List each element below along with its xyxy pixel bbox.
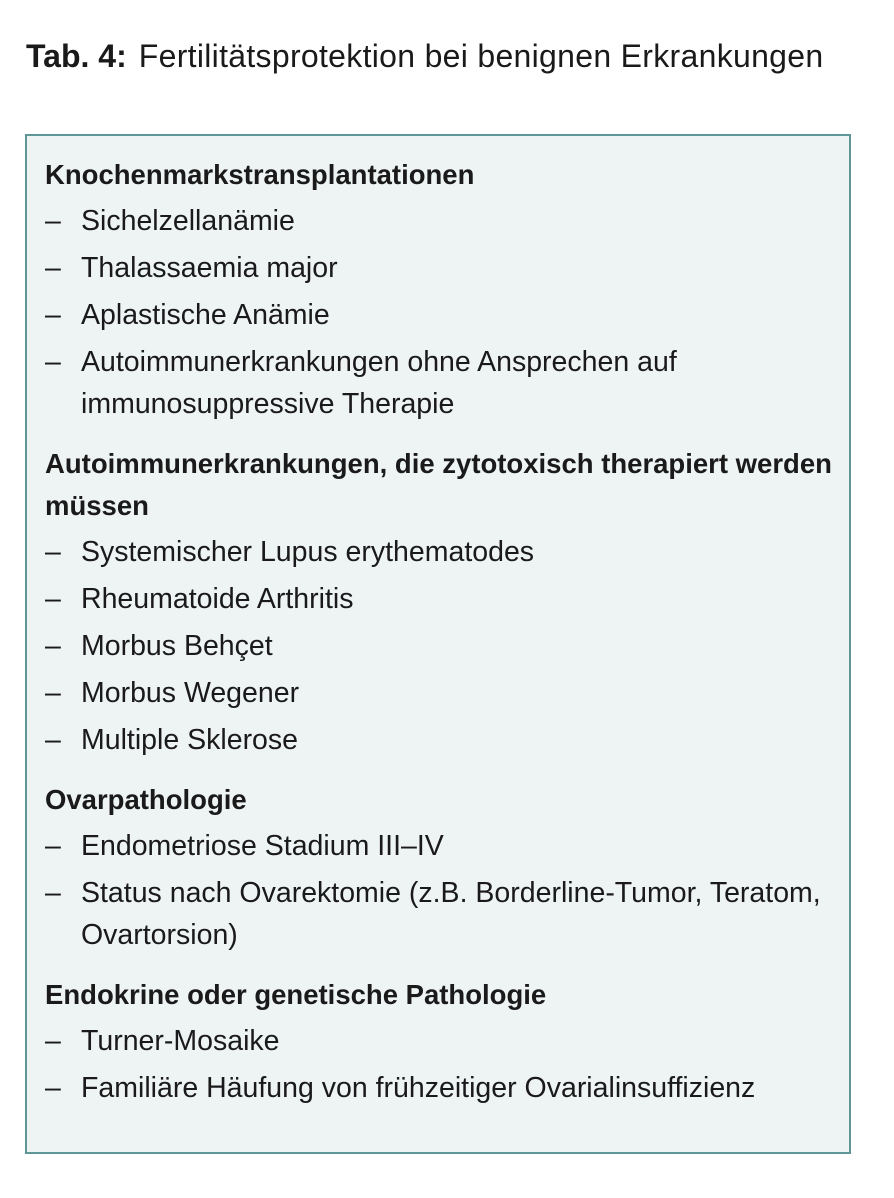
section-heading: Autoimmunerkrankungen, die zytotoxisch therapiert werden müssen bbox=[45, 448, 832, 521]
list-item-text: Thalassaemia major bbox=[81, 252, 338, 284]
list-item-text: Status nach Ovarektomie (z.B. Borderline-Tumor, Teratom, Ovartorsion) bbox=[81, 877, 821, 951]
section-ovarpathologie bbox=[45, 779, 833, 956]
list-item-text: Sichelzellanämie bbox=[81, 205, 295, 237]
list-item bbox=[45, 625, 833, 667]
table-box bbox=[25, 134, 851, 1154]
section-list bbox=[45, 825, 833, 956]
section-heading: Knochenmarkstransplantationen bbox=[45, 159, 475, 190]
list-item bbox=[45, 200, 833, 242]
section-list bbox=[45, 200, 833, 425]
list-item-text: Autoimmunerkrankungen ohne Ansprechen auf immunosuppressive Therapie bbox=[81, 346, 677, 420]
list-item-text: Systemischer Lupus erythematodes bbox=[81, 536, 535, 568]
list-item-text: Familiäre Häufung von frühzeitiger Ovarialinsuffizienz bbox=[81, 1072, 756, 1104]
dash-bullet: – bbox=[45, 677, 61, 709]
dash-bullet: – bbox=[45, 536, 61, 568]
table-caption-label: Tab. 4: bbox=[26, 38, 127, 74]
dash-bullet: – bbox=[45, 724, 61, 756]
section-knochenmarkstransplantationen bbox=[45, 154, 833, 425]
list-item-text: Morbus Behçet bbox=[81, 630, 273, 662]
section-list bbox=[45, 1020, 833, 1109]
list-item-text: Morbus Wegener bbox=[81, 677, 300, 709]
dash-bullet: – bbox=[45, 630, 61, 662]
list-item-text: Aplastische Anämie bbox=[81, 299, 330, 331]
list-item-text: Turner-Mosaike bbox=[81, 1025, 280, 1057]
dash-bullet: – bbox=[45, 583, 61, 615]
dash-bullet: – bbox=[45, 830, 61, 862]
list-item-text: Rheumatoide Arthritis bbox=[81, 583, 354, 615]
list-item bbox=[45, 1020, 833, 1062]
list-item bbox=[45, 672, 833, 714]
dash-bullet: – bbox=[45, 346, 61, 378]
list-item bbox=[45, 578, 833, 620]
dash-bullet: – bbox=[45, 299, 61, 331]
list-item bbox=[45, 247, 833, 289]
list-item bbox=[45, 531, 833, 573]
list-item bbox=[45, 719, 833, 761]
section-autoimmunerkrankungen bbox=[45, 443, 833, 761]
dash-bullet: – bbox=[45, 252, 61, 284]
table-caption-title: Fertilitätsprotektion bei benignen Erkrankungen bbox=[138, 38, 824, 74]
list-item bbox=[45, 872, 833, 956]
dash-bullet: – bbox=[45, 205, 61, 237]
list-item-text: Multiple Sklerose bbox=[81, 724, 299, 756]
list-item bbox=[45, 294, 833, 336]
dash-bullet: – bbox=[45, 1025, 61, 1057]
list-item bbox=[45, 341, 833, 425]
list-item bbox=[45, 825, 833, 867]
table-caption bbox=[26, 34, 866, 79]
list-item bbox=[45, 1067, 833, 1109]
dash-bullet: – bbox=[45, 877, 61, 909]
section-heading: Ovarpathologie bbox=[45, 784, 247, 815]
list-item-text: Endometriose Stadium III–IV bbox=[81, 830, 444, 862]
dash-bullet: – bbox=[45, 1072, 61, 1104]
section-list bbox=[45, 531, 833, 761]
section-endokrine-pathologie bbox=[45, 974, 833, 1109]
section-heading: Endokrine oder genetische Pathologie bbox=[45, 979, 547, 1010]
